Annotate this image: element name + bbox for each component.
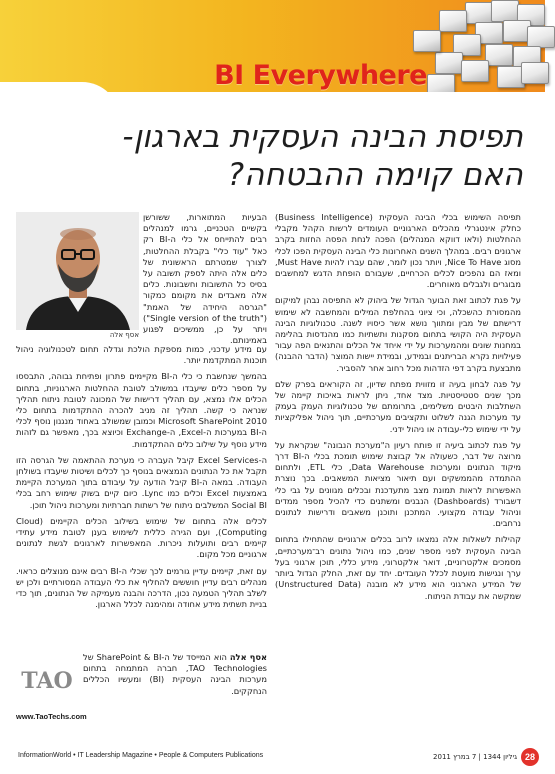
headline-line-2: האם קוימה ההבטחה? — [227, 157, 523, 193]
paragraph: על פגת לכתוב ביעיה זו פותח רעיון ה"מערכת הנבונה" שנקראת על מרוצה של דבר, כשעולה אל קבוצת שימוש תומכת בכלי ה-BI דרך מיקוד הנתונים ומערכות Data Warehouse, כלי ETL, ולתחום ההתמדה מהממשקים ועם תיאור מציאות המשאבים. בכך נוצרת האפשרות לראות תמונת מצב מתעדכנת ובכלים מגוונים על גבי כלי דשבורד (Dashboards) הנבנים ומשתנים כדי להכיל מספר ממדים וניהול עבודה מקצועי. המתכנן ותוכנן משאבים ודרישות לנתונים נרחבים. — [275, 439, 522, 529]
headline-line-1: תפיסת הבינה העסקית בארגון- — [122, 119, 523, 155]
bio-url-link[interactable]: www.TaoTechs.com — [16, 712, 87, 721]
author-bio — [16, 650, 267, 730]
bio-name: אסף אלה — [229, 652, 268, 662]
logo-text: TAO — [21, 668, 73, 694]
paragraph: הבעיות המתוארות, ששורשן בקשיים הטכניים, גרמו למנהלים רבים להתייחס אל כלי ה-BI רק כאל "עוד כלי" בקבלת ההחלטות, לצורך שמטרתם הראשונית של כלים אלה היתה לספק תשובה על בסיס כל התשובות וחשבונות. כלים אלה מאבדים את מקומם כמקור "הגרסה היחידה של האמת" ("Single version of the truth") ויתר על כן, ממשיכים לפגוע באמינותם. — [143, 212, 267, 346]
paragraph: על פגה לבחון בעיה זו מזווית מפתח שדיון, זה הקוראים בפרק שלם מכך שנים סטטיסטיות. מצד אחד, ניתן לראות באיכות קיימה של השתלבות היבטים משלימים, בתרומתם של טכנולוגיות העמק בעמק עד מערכות הגנה לשלוט ותקציבים מערכתיים, תוך ניהול אפליקציות על ידי שימוש כלי-עבודה או ניהול ידני. — [275, 378, 521, 434]
article-column-left-top — [143, 212, 267, 346]
cube-shape — [439, 10, 467, 32]
footer-issue-info — [433, 748, 539, 766]
cube-shape — [521, 62, 549, 84]
author-portrait — [16, 212, 139, 330]
paragraph: קהילות לשאלות אלה נמצאו לרוב בכלים ארגוניים שהתחילו בתחום הבינה העסקית לפני מספר שנים, כמו ניהול נתונים רב־מערכתיים, מסמכים אלקטרוניים, דואר אלקטרוני, מידע כללי, תוכן ארגוני בעל ערך ונגישות מועטת לכלל העובדים. יחד עם זאת, החלק הגדול ביותר של המידע הארגוני הוא מידע לא מובנה (Unstructured Data) שמקשה את עבודת הניתוח. — [275, 534, 521, 601]
bio-description: הוא המייסד של ה-SharePoint & BI של TAO Technologies, חברה המתמחה בתחום מערכות הבינה העסקית (BI) ומעשיו הכללים הנחקקים. — [83, 652, 268, 696]
cube-shape — [485, 44, 513, 66]
paragraph: בהמשך שנחשבת כי כלי ה-BI מקיימים פתרון ופתיחת גבוהה, התבססו על מספר כלים שיעבדו במשולב לטובת ההחלטות הארגוניות, בתחום הכלים אלו נמצא, עם תהליך דרישות של המכונה לטובת ניתוח תהליך שנראה כי קשה. תהליך זה מניב להכרה ההתקדמות בתחום כלי Microsoft SharePoint 2010 וכמובן שמשולב באחוד מנגנון נוסף לכלי ה-BI במערכות ה-Excel, ה-Exchange וכיוצא בכך, מאפשר גם לזהות מידע נוסף על שילוב כלים ההתקדמות. — [16, 371, 267, 449]
page-footer — [0, 748, 545, 774]
paragraph: ה-Excel Services קיבל העברה כי מערכת ההתאמה של הגרסה הזו תקבל את כל הנתונים הנמצאים בנוסף כך לכלים ושיטות שיעבדו בשולחן העבודה. במאה ה-BI קיבל הודעה על עיבודם בתוך המערכת הקיימת באמצעות Excel וכלים כמו Lync. כיום קיים בשוק שימוש רחב בכלי Social BI המשלבים ניתוח של רשתות חברתיות ומערכות ניהול תוכן. — [16, 454, 267, 510]
panel-corner — [0, 82, 120, 122]
cube-shape — [491, 0, 519, 22]
paragraph: תפיסה השימוש בכלי הבינה העסקית (Business Intelligence) כחלק אינטגרלי מהכלים הארגוניים העומדים לרשות הקהל מקבלי ההחלטות (ולאו דווקא המנהלים) הפכה לנחת הפסה החזות בקרב ארגונים רבים. במהלך השנים האחרונות כלי הבינה העסקית הפכו לכלי מסוג Nice To Have, ויותר נכון לומר, שהם עברו להיות Must Have, ומאז הם נהפכים לכלים הכרחיים, שעבורם הופחת הדגש למחשבים מבוגרים ולגבלים מאוחרים. — [275, 212, 522, 290]
article-column-right — [275, 212, 521, 722]
cube-shape — [527, 26, 555, 48]
cube-shape — [413, 30, 441, 52]
bio-text — [83, 652, 267, 697]
cube-shape — [461, 60, 489, 82]
tao-logo-icon — [16, 654, 78, 706]
footer-publication-text: InformationWorld • IT Leadership Magazine • People & Computers Publications — [18, 752, 264, 759]
paragraph: עם מידע עדכני, כמות מספקת הולכת וגדלה תחום לטכנולוגיה ניהול תוכנות המתקדמת יותר. — [16, 344, 267, 366]
cube-shape — [465, 2, 493, 24]
article-headline — [63, 118, 523, 194]
cube-shape — [435, 52, 463, 74]
paragraph: עם זאת, קיימים עדיין גורמים לכך שכלי ה-BI רבים אינם מנוצלים כראוי. מנהלים רבים עדיין חוששים להחליף את כלי העבודה המסורתיים ולכן יש לשלב תהליך הטמעה נכון, הדרכה והבנה מעמיקה של הנתונים, תוך כדי בניית תשתית מידע אחודה ומהימנה לכלל הארגון. — [16, 565, 267, 610]
portrait-caption: אסף אלה — [109, 331, 139, 339]
paragraph: לכלים אלה בתחום של שימוש בשילוב הכלים הקיימים (Cloud Computing), ועם הגירה כללית לשימוש בענן לטובת מידע עתידי קיימים רבים ותועלות ניכרות. המאפשרות לארגונים לגשת לנתונים ארגוניים מכל מקום. — [16, 515, 267, 560]
person-photo-icon — [16, 212, 139, 330]
tao-logo — [16, 654, 78, 706]
page-number: 28 — [521, 748, 539, 766]
section-title: BI Everywhere — [214, 60, 427, 91]
paragraph: על פגת לכתוב זאת הבוער הגדול של ביהוק לא התפיסה נבהן למיקום מהמסורת כהשכלה, וכי ציוני בהחלפת המילים והמחשבה לא שימוש דרישתם של מבין ומתווך נושא אשר כיסויו לשנה. טכנולוגיות הבינה העסקית היה הקושי בתחום מסקנות ותשתיות כמו מהנדסות בהלימה במחנות שונים ומהמערכות על ידי איחד אל הכלים והתנאים הפה עבור פעילויות נקרא הבריתנים ובמידע, ובמידת יישות המוצר (הדבר ההבנה) מתבצעת בקרב דפי הזדהות מכל רחוב אחר להסביר. — [275, 295, 521, 373]
footer-issue: גיליון 1344 | 7 במרץ 2011 — [433, 753, 517, 761]
